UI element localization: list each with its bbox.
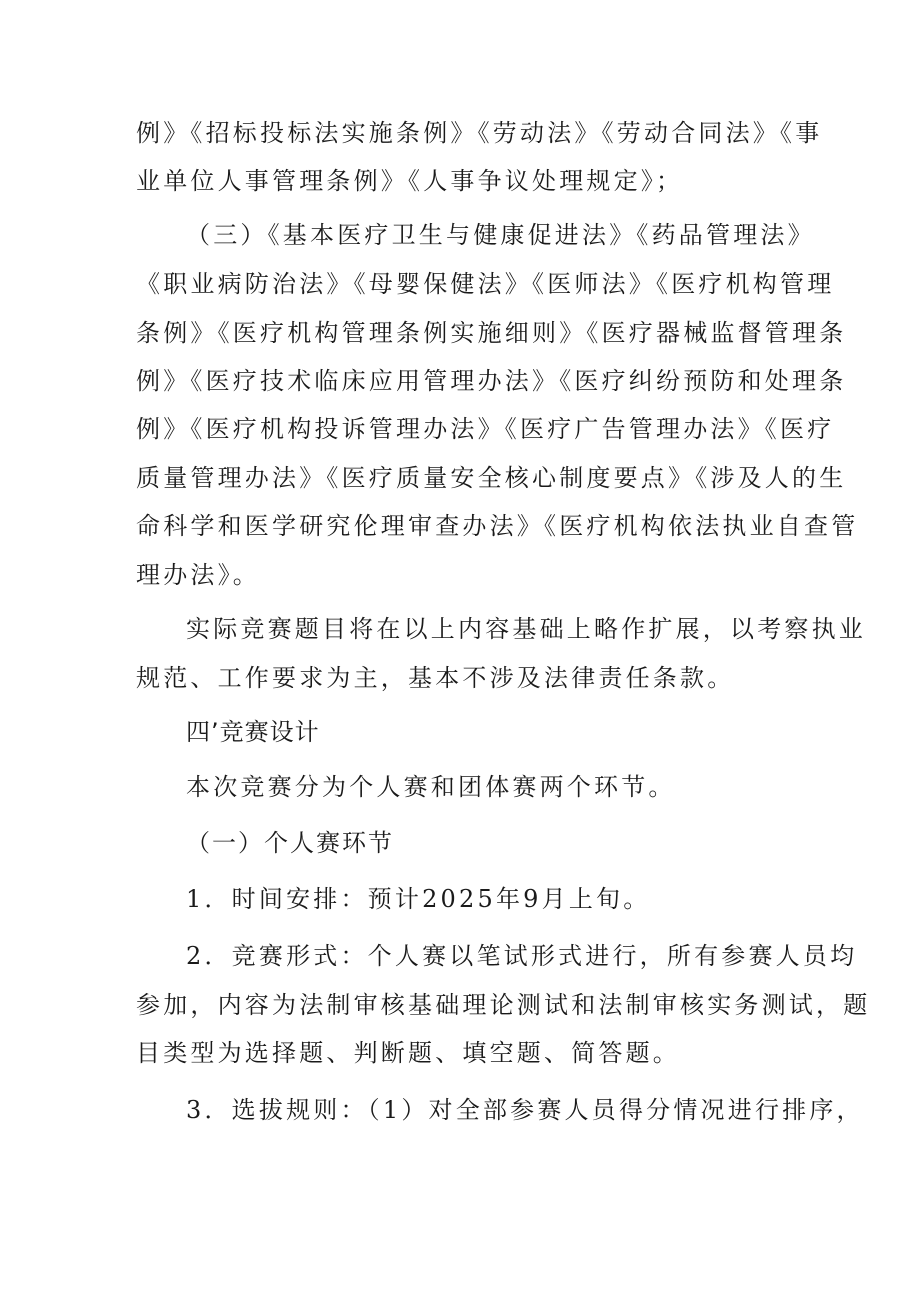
text-line-5: 条例》《医疗机构管理条例实施细则》《医疗器械监督管理条	[136, 319, 847, 347]
text-line-3: （三）《基本医疗卫生与健康促进法》《药品管理法》	[186, 221, 815, 249]
text-line-7: 例》《医疗机构投诉管理办法》《医疗广告管理办法》《医疗	[136, 415, 835, 443]
list-item-3: 3．选拔规则：（1）对全部参赛人员得分情况进行排序，	[186, 1096, 864, 1124]
text-line-4: 《职业病防治法》《母婴保健法》《医师法》《医疗机构管理	[136, 270, 835, 298]
text-line-2: 业单位人事管理条例》《人事争议处理规定》；	[136, 167, 684, 195]
text-line-10: 理办法》。	[136, 561, 260, 589]
list-item-1: 1．时间安排：预计2025年9月上旬。	[186, 885, 651, 913]
text-line-18: 参加，内容为法制审核基础理论测试和法制审核实务测试，题	[136, 991, 871, 1019]
text-line-6: 例》《医疗技术临床应用管理办法》《医疗纠纷预防和处理条	[136, 367, 847, 395]
text-line-11: 实际竞赛题目将在以上内容基础上略作扩展，以考察执业	[186, 615, 866, 643]
text-line-8: 质量管理办法》《医疗质量安全核心制度要点》《涉及人的生	[136, 464, 847, 492]
subsection-heading-1: （一）个人赛环节	[186, 829, 394, 857]
text-line-1: 例》《招标投标法实施条例》《劳动法》《劳动合同法》《事	[136, 119, 823, 147]
list-item-2: 2．竞赛形式：个人赛以笔试形式进行，所有参赛人员均	[186, 942, 858, 970]
text-line-19: 目类型为选择题、判断题、填空题、简答题。	[136, 1039, 680, 1067]
text-line-9: 命科学和医学研究伦理审查办法》《医疗机构依法执业自查管	[136, 512, 859, 540]
section-heading-4: 四’竞赛设计	[186, 718, 320, 746]
text-line-12: 规范、工作要求为主，基本不涉及法律责任条款。	[136, 664, 735, 692]
text-line-14: 本次竞赛分为个人赛和团体赛两个环节。	[186, 773, 676, 801]
